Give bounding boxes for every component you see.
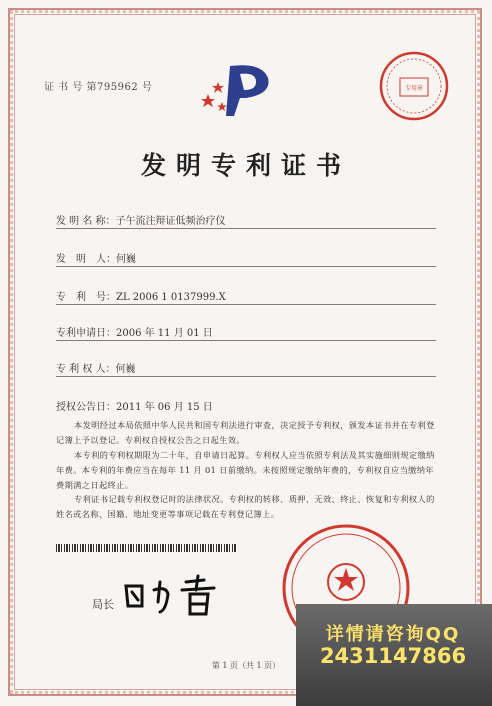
divider xyxy=(56,266,436,267)
field-label: 发 明 名 称： xyxy=(56,216,116,227)
top-official-seal-icon xyxy=(378,50,450,126)
field-label: 授权公告日： xyxy=(56,402,116,413)
divider xyxy=(56,376,436,377)
field-value: 何巍 xyxy=(115,364,136,375)
field-value: 何巍 xyxy=(116,254,136,265)
field-invention-name xyxy=(56,212,226,227)
svg-text:专用章: 专用章 xyxy=(404,85,424,92)
contact-watermark-qq-number: 2431147866 xyxy=(319,644,467,668)
divider xyxy=(56,304,436,305)
field-value: 2006 年 11 月 01 日 xyxy=(116,328,213,339)
paragraph-grant: 本发明经过本局依照中华人民共和国专利法进行审查，决定授予专利权，颁发本证书并在专利登记簿上予以登记。专利权自授权公告之日起生效。 xyxy=(56,420,435,445)
paragraph-legal-status: 专利证书记载专利权登记时的法律状况。专利权的转移、质押、无效、终止、恢复和专利权人的姓名或名称、国籍、地址变更等事项记载在专利登记簿上。 xyxy=(56,494,435,519)
field-label: 专 利 权 人： xyxy=(56,364,116,375)
certificate-title: 发明专利证书 xyxy=(140,151,351,180)
field-label: 发 明 人： xyxy=(56,254,116,265)
contact-watermark-line1: 详情请咨询QQ xyxy=(325,624,461,645)
field-label: 专利申请日： xyxy=(56,328,116,339)
field-value: 2011 年 06 月 15 日 xyxy=(116,402,213,413)
divider xyxy=(56,228,436,229)
patent-office-logo-icon xyxy=(200,60,284,124)
field-grant-date xyxy=(56,398,213,413)
field-patentee xyxy=(56,360,136,375)
field-patent-number xyxy=(56,288,226,303)
field-value: ZL 2006 1 0137999.X xyxy=(116,292,226,303)
bureau-director-label: 局长 xyxy=(92,598,114,611)
page-number: 第 1 页（共 1 页） xyxy=(211,661,281,670)
divider xyxy=(56,340,436,341)
field-inventor xyxy=(56,250,136,265)
field-label: 专 利 号： xyxy=(56,292,116,303)
field-application-date xyxy=(56,324,213,339)
barcode xyxy=(56,544,236,552)
director-signature-icon xyxy=(120,572,240,626)
field-value: 子午流注辩证低频治疗仪 xyxy=(115,216,226,227)
paragraph-term: 本专利的专利权期限为二十年，自申请日起算。专利权人应当依照专利法及其实施细则规定缴纳年费。本专利的年费应当在每年 11 月 01 日前缴纳。未按照规定缴纳年费的，专利权自应当缴纳年费期满之日起终止。 xyxy=(56,450,435,490)
certificate-number: 证 书 号 第795962 号 xyxy=(44,82,153,93)
